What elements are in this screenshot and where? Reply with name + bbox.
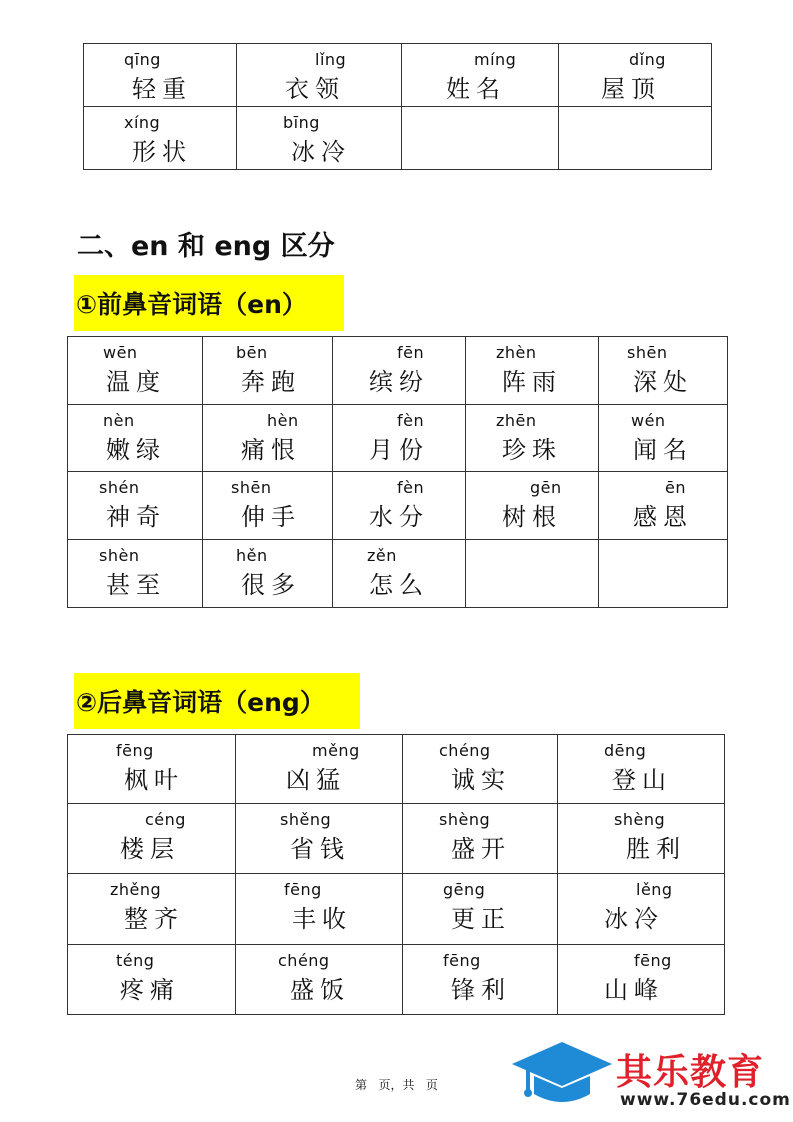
table-cell xyxy=(333,405,466,472)
table-cell xyxy=(403,945,558,1015)
pinyin: chéng xyxy=(278,951,330,970)
table-cell-empty xyxy=(402,107,559,170)
pinyin: qīng xyxy=(124,50,161,69)
hanzi-word: 伸手 xyxy=(241,503,301,531)
hanzi-word: 锋利 xyxy=(451,976,511,1004)
pinyin: wēn xyxy=(103,343,138,362)
pinyin: hěn xyxy=(236,546,268,565)
hanzi-word: 嫩绿 xyxy=(106,436,166,464)
brand-name: 其乐教育 xyxy=(616,1052,765,1093)
pinyin: shēn xyxy=(627,343,668,362)
table-cell xyxy=(68,540,203,608)
table-cell xyxy=(403,874,558,945)
hanzi-word: 水分 xyxy=(369,503,429,531)
table-cell xyxy=(466,337,599,405)
table-cell xyxy=(203,337,333,405)
hanzi-word: 更正 xyxy=(451,905,511,933)
table-cell xyxy=(558,735,725,804)
pinyin: lǐng xyxy=(315,50,347,69)
hanzi-word: 山峰 xyxy=(604,976,664,1004)
brand-logo xyxy=(512,1038,791,1118)
table-cell xyxy=(333,540,466,608)
word-table-ing xyxy=(83,43,712,170)
table-cell xyxy=(559,44,712,107)
pinyin: gēn xyxy=(530,478,562,497)
pinyin: míng xyxy=(474,50,517,69)
table-cell xyxy=(68,735,236,804)
table-cell xyxy=(402,44,559,107)
pinyin: bēn xyxy=(236,343,268,362)
word-table-en xyxy=(67,336,728,608)
section-heading: 二、en 和 eng 区分 xyxy=(77,231,335,262)
hanzi-word: 胜利 xyxy=(626,835,686,863)
table-cell xyxy=(68,405,203,472)
pinyin: zhēn xyxy=(496,411,537,430)
table-cell xyxy=(203,405,333,472)
pinyin: fēng xyxy=(116,741,154,760)
hanzi-word: 疼痛 xyxy=(120,976,180,1004)
hanzi-word: 树根 xyxy=(502,503,562,531)
hanzi-word: 盛饭 xyxy=(290,976,350,1004)
hanzi-word: 怎么 xyxy=(369,571,429,599)
table-cell xyxy=(68,337,203,405)
table-cell xyxy=(236,945,403,1015)
pinyin: shèn xyxy=(99,546,140,565)
pinyin: fēng xyxy=(284,880,322,899)
pinyin: shèng xyxy=(439,810,491,829)
pinyin: ēn xyxy=(665,478,686,497)
table-cell-empty xyxy=(466,540,599,608)
table-cell xyxy=(466,405,599,472)
pinyin: gēng xyxy=(443,880,486,899)
hanzi-word: 神奇 xyxy=(106,503,166,531)
pinyin: wén xyxy=(631,411,666,430)
hanzi-word: 丰收 xyxy=(292,905,352,933)
pinyin: fèn xyxy=(397,411,425,430)
hanzi-word: 奔跑 xyxy=(241,368,301,396)
pinyin: zhěng xyxy=(110,880,162,899)
pinyin: fèn xyxy=(397,478,425,497)
hanzi-word: 缤纷 xyxy=(369,368,429,396)
word-table-eng xyxy=(67,734,725,1015)
pinyin: bīng xyxy=(283,113,320,132)
hanzi-word: 衣领 xyxy=(285,75,345,103)
hanzi-word: 登山 xyxy=(612,766,672,794)
table-cell xyxy=(68,945,236,1015)
table-cell xyxy=(68,804,236,874)
back-nasal-label: ②后鼻音词语（eng） xyxy=(74,673,360,729)
pinyin: fēn xyxy=(397,343,425,362)
hanzi-word: 形状 xyxy=(132,138,192,166)
table-cell xyxy=(203,472,333,540)
table-cell xyxy=(333,337,466,405)
table-cell xyxy=(236,804,403,874)
hanzi-word: 冰冷 xyxy=(604,905,664,933)
hanzi-word: 诚实 xyxy=(451,766,511,794)
table-cell xyxy=(403,735,558,804)
hanzi-word: 轻重 xyxy=(132,75,192,103)
pinyin: shèng xyxy=(614,810,666,829)
pinyin: zěn xyxy=(367,546,397,565)
table-cell xyxy=(599,405,728,472)
hanzi-word: 珍珠 xyxy=(502,436,562,464)
page-footer: 第 页，共 页 xyxy=(355,1078,438,1092)
table-cell xyxy=(236,874,403,945)
pinyin: chéng xyxy=(439,741,491,760)
pinyin: fēng xyxy=(443,951,481,970)
hanzi-word: 很多 xyxy=(241,571,301,599)
hanzi-word: 阵雨 xyxy=(502,368,562,396)
hanzi-word: 闻名 xyxy=(633,436,693,464)
hanzi-word: 月份 xyxy=(369,436,429,464)
pinyin: dēng xyxy=(604,741,647,760)
table-cell xyxy=(84,44,237,107)
table-cell xyxy=(237,44,402,107)
pinyin: céng xyxy=(145,810,186,829)
table-cell-empty xyxy=(599,540,728,608)
hanzi-word: 温度 xyxy=(106,368,166,396)
hanzi-word: 冰冷 xyxy=(291,138,351,166)
table-cell xyxy=(558,804,725,874)
pinyin: shēn xyxy=(231,478,272,497)
hanzi-word: 凶猛 xyxy=(286,766,346,794)
pinyin: nèn xyxy=(103,411,135,430)
table-cell xyxy=(558,945,725,1015)
table-cell xyxy=(68,472,203,540)
pinyin: dǐng xyxy=(629,50,666,69)
table-cell xyxy=(333,472,466,540)
pinyin: xíng xyxy=(124,113,161,132)
hanzi-word: 整齐 xyxy=(124,905,184,933)
table-cell-empty xyxy=(559,107,712,170)
table-cell xyxy=(203,540,333,608)
table-cell xyxy=(466,472,599,540)
hanzi-word: 痛恨 xyxy=(241,436,301,464)
pinyin: zhèn xyxy=(496,343,537,362)
pinyin: shén xyxy=(99,478,140,497)
hanzi-word: 屋顶 xyxy=(601,75,661,103)
pinyin: fēng xyxy=(634,951,672,970)
table-cell xyxy=(599,337,728,405)
hanzi-word: 感恩 xyxy=(633,503,693,531)
pinyin: měng xyxy=(312,741,360,760)
hanzi-word: 楼层 xyxy=(120,835,180,863)
hanzi-word: 枫叶 xyxy=(124,766,184,794)
pinyin: lěng xyxy=(636,880,673,899)
table-cell xyxy=(599,472,728,540)
table-cell xyxy=(558,874,725,945)
table-cell xyxy=(68,874,236,945)
graduation-cap-icon xyxy=(512,1040,612,1114)
table-cell xyxy=(403,804,558,874)
front-nasal-label: ①前鼻音词语（en） xyxy=(74,275,344,331)
table-cell xyxy=(237,107,402,170)
hanzi-word: 省钱 xyxy=(290,835,350,863)
table-cell xyxy=(236,735,403,804)
hanzi-word: 深处 xyxy=(633,368,693,396)
brand-url: www.76edu.com xyxy=(620,1090,791,1110)
hanzi-word: 甚至 xyxy=(106,571,166,599)
table-cell xyxy=(84,107,237,170)
pinyin: téng xyxy=(116,951,155,970)
hanzi-word: 姓名 xyxy=(446,75,506,103)
hanzi-word: 盛开 xyxy=(451,835,511,863)
pinyin: shěng xyxy=(280,810,332,829)
pinyin: hèn xyxy=(267,411,299,430)
